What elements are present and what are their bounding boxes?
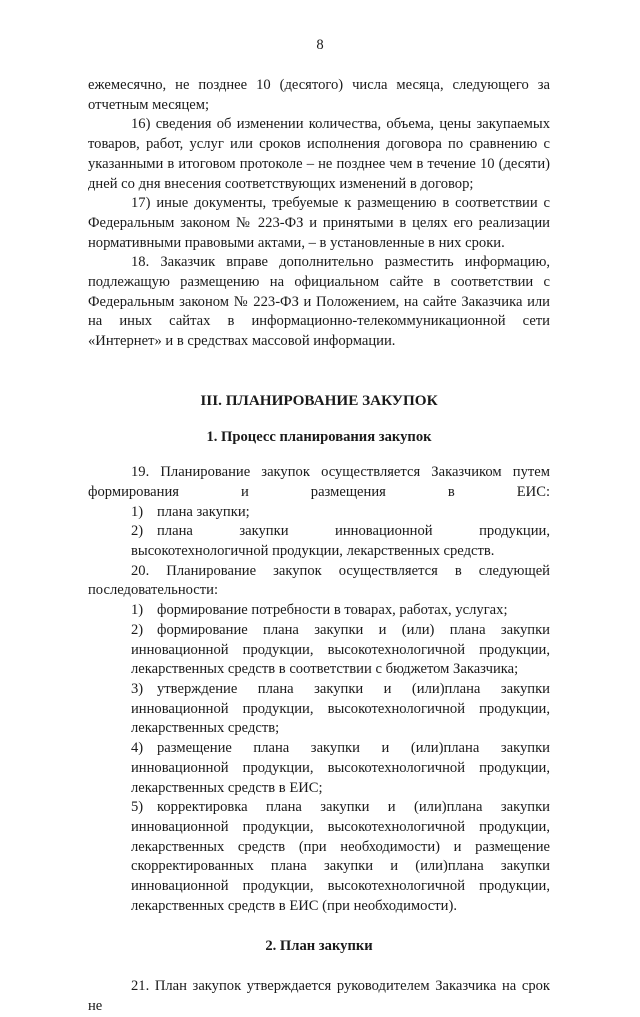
list-item — [88, 522, 550, 561]
list-item-text: плана закупки инновационной продукции, высокотехнологичной продукции, лекарственных средств. — [131, 523, 550, 560]
paragraph-item-20: 20. Планирование закупок осуществляется в следующей последовательности: — [88, 562, 550, 599]
list-item-text: размещение плана закупки и (или)плана закупки инновационной продукции, высокотехнологичной продукции, лекарственных средств в ЕИС; — [131, 740, 550, 796]
list-item — [88, 503, 550, 523]
list-item-text: утверждение плана закупки и (или)плана закупки инновационной продукции, высокотехнологичной продукции, лекарственных средств; — [131, 680, 550, 737]
page-number: 8 — [316, 37, 324, 53]
list-item-text: плана закупки; — [157, 503, 250, 520]
list-item — [88, 739, 550, 798]
subsection-title-planning-process: 1. Процесс планирования закупок — [206, 428, 432, 445]
list-item-number: 1) — [131, 602, 144, 619]
list-item — [88, 680, 550, 739]
paragraph-continuation: ежемесячно, не позднее 10 (десятого) числа месяца, следующего за отчетным месяцем; — [88, 77, 550, 113]
paragraph-item-21: 21. План закупок утверждается руководителем Заказчика на срок не — [88, 978, 550, 1014]
paragraph-item-18: 18. Заказчик вправе дополнительно разместить информацию, подлежащую размещению на официальном сайте в соответствии с Федеральным законом № 223-ФЗ и Положением, на сайте Заказчика или на иных сайтах в информационно-телекоммуникационной сети «Интернет» и в средствах массовой информации. — [88, 254, 550, 350]
paragraph-item-17: 17) иные документы, требуемые к размещению в соответствии с Федеральным законом № 223-ФЗ и принятыми в целях его реализации нормативными правовыми актами, – в установленные в них сроки. — [88, 195, 550, 251]
list-item-text: корректировка плана закупки и (или)плана закупки инновационной продукции, высокотехнологичной продукции, лекарственных средств (при необходимости) и размещение скорректированных плана закупки и (или)плана закупки инновационной продукции, высокотехнологичной продукции, лекарственных средств в ЕИС (при необходимости). — [131, 799, 550, 914]
paragraph-item-19: 19. Планирование закупок осуществляется Заказчиком путем формирования и размещения в ЕИС: — [88, 464, 550, 500]
paragraph-item-16: 16) сведения об изменении количества, объема, цены закупаемых товаров, работ, услуг или сроков исполнения договора по сравнению с указанными в итоговом протоколе – не позднее чем в течение 10 (десяти) дней со дня внесения соответствующих изменений в договор; — [88, 116, 550, 192]
list-item — [88, 798, 550, 916]
list-item-number: 5) — [131, 799, 144, 816]
list-item-number: 2) — [131, 621, 144, 638]
list-item-text: формирование потребности в товарах, работах, услугах; — [157, 602, 508, 619]
list-item-number: 2) — [131, 523, 144, 540]
section-title: III. ПЛАНИРОВАНИЕ ЗАКУПОК — [200, 391, 438, 409]
list-item-number: 4) — [131, 740, 144, 757]
subsection-title-purchase-plan: 2. План закупки — [265, 938, 373, 955]
list-item-number: 3) — [131, 680, 144, 697]
list-item — [88, 621, 550, 680]
list-item-text: формирование плана закупки и (или) плана закупки инновационной продукции, высокотехнологичной продукции, лекарственных средств в соответствии с бюджетом Заказчика; — [131, 621, 550, 678]
list-item — [88, 601, 550, 621]
document-body — [88, 76, 550, 1017]
list-item-number: 1) — [131, 503, 144, 520]
